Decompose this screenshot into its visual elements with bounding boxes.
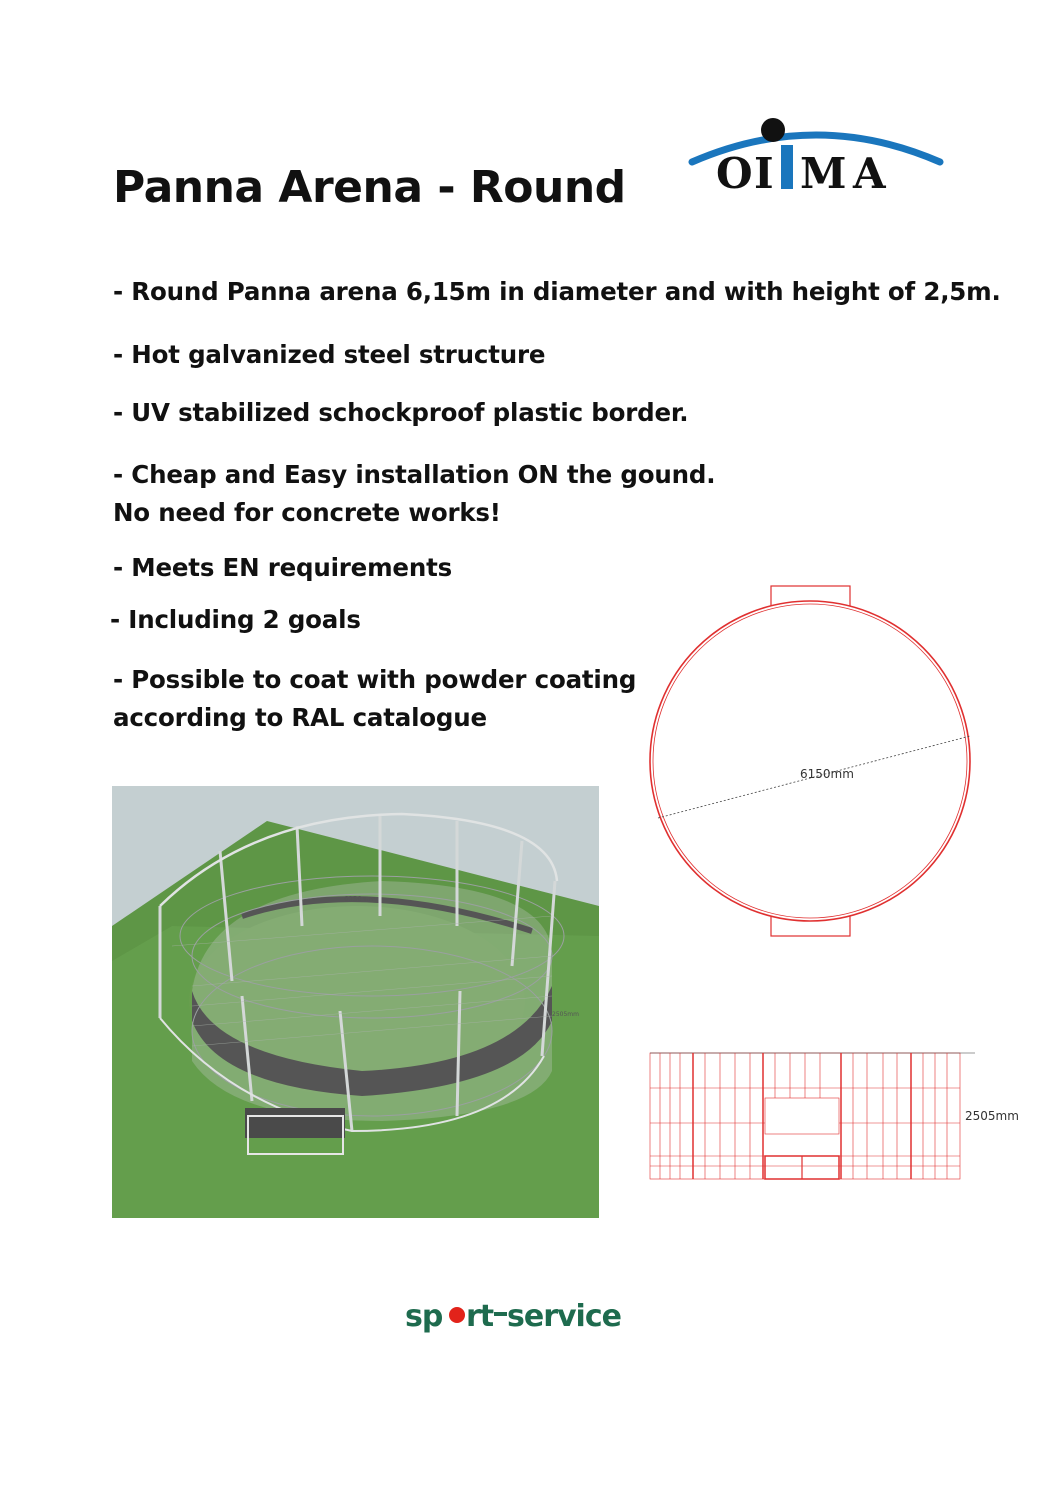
- svg-text:service: service: [507, 1299, 621, 1334]
- svg-text:M: M: [800, 149, 847, 198]
- bullet-steel: - Hot galvanized steel structure: [113, 340, 546, 369]
- render-height-label: 2505mm: [552, 1011, 579, 1018]
- bullet-installation: - Cheap and Easy installation ON the gound.: [113, 460, 716, 489]
- svg-text:O: O: [716, 149, 753, 198]
- plan-dimension-label: 6150mm: [800, 767, 854, 781]
- elevation-drawing: [645, 1048, 1045, 1188]
- arena-3d-render: [112, 786, 599, 1218]
- sportservice-logo-text: sportservice: [405, 1290, 412, 1291]
- bullet-powder-cont: according to RAL catalogue: [113, 703, 487, 732]
- bullet-goals: - Including 2 goals: [110, 605, 361, 634]
- oitma-logo-text: OITMA: [688, 118, 692, 119]
- bullet-plastic-border: - UV stabilized schockproof plastic border.: [113, 398, 689, 427]
- elevation-dimension-label: 2505mm: [965, 1109, 1019, 1123]
- render-width-label: 6150mm: [344, 895, 376, 903]
- page-title: Panna Arena - Round: [113, 162, 626, 213]
- plan-view-drawing: [640, 578, 985, 948]
- bullet-installation-cont: No need for concrete works!: [113, 498, 501, 527]
- svg-text:rt: rt: [466, 1299, 494, 1334]
- sportservice-logo: [405, 1290, 635, 1340]
- svg-text:sp: sp: [405, 1299, 443, 1334]
- bullet-powder: - Possible to coat with powder coating: [113, 665, 637, 694]
- bullet-diameter: - Round Panna arena 6,15m in diameter and with height of 2,5m.: [113, 277, 1001, 306]
- oitma-logo: [688, 118, 944, 198]
- svg-text:I: I: [754, 149, 774, 198]
- svg-text:A: A: [853, 149, 886, 198]
- bullet-en: - Meets EN requirements: [113, 553, 452, 582]
